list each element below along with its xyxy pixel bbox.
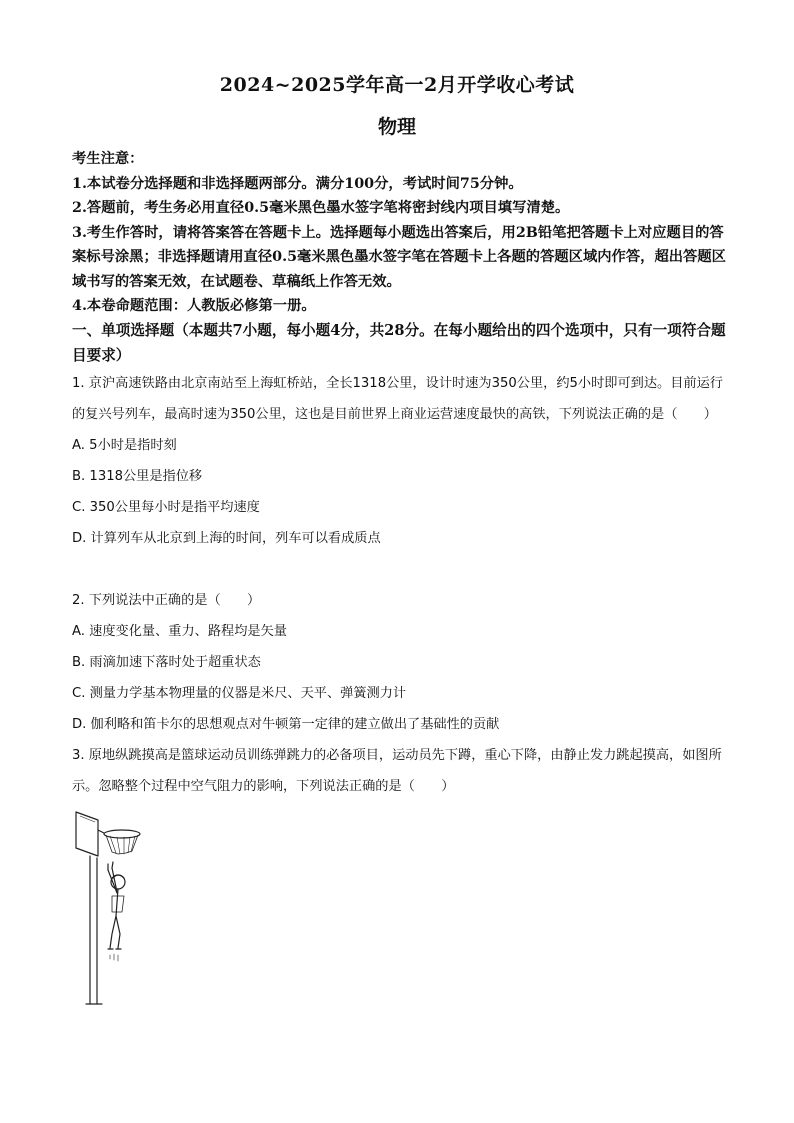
player bbox=[108, 862, 125, 961]
option-c: C. 350公里每小时是指平均速度 bbox=[72, 500, 260, 515]
question-2 bbox=[72, 585, 732, 740]
notice-item-2: 2.答题前，考生务必用直径0.5毫米黑色墨水签字笔将密封线内项目填写清楚。 bbox=[72, 200, 570, 216]
option-a: A. 5小时是指时刻 bbox=[72, 438, 177, 453]
question-stem: 2. 下列说法中正确的是（ ） bbox=[72, 593, 261, 608]
exam-subject: 物理 bbox=[377, 116, 416, 138]
notice-heading: 考生注意： bbox=[72, 151, 144, 167]
notice-item-4: 4.本卷命题范围：人教版必修第一册。 bbox=[72, 298, 316, 314]
option-d: D. 伽利略和笛卡尔的思想观点对牛顿第一定律的建立做出了基础性的贡献 bbox=[72, 717, 500, 732]
exam-title: 2024~2025学年高一2月开学收心考试 bbox=[219, 74, 575, 96]
pole bbox=[90, 856, 97, 1004]
basketball-jump-figure bbox=[72, 808, 152, 1008]
notice-item-3: 3.考生作答时，请将答案答在答题卡上。选择题每小题选出答案后，用2B铅笔把答题卡上对应题目的答案标号涂黑；非选择题请用直径0.5毫米黑色墨水签字笔在答题卡上各题的答题区域内作答，超出答题区域书写的答案无效，在试题卷、草稿纸上作答无效。 bbox=[72, 224, 726, 290]
candidate-notice bbox=[72, 147, 732, 319]
option-c: C. 测量力学基本物理量的仪器是米尺、天平、弹簧测力计 bbox=[72, 686, 407, 701]
question-stem: 3. 原地纵跳摸高是篮球运动员训练弹跳力的必备项目，运动员先下蹲，重心下降，由静止发力跳起摸高，如图所示。忽略整个过程中空气阻力的影响，下列说法正确的是（ ） bbox=[72, 748, 722, 794]
question-1 bbox=[72, 368, 732, 554]
option-a: A. 速度变化量、重力、路程均是矢量 bbox=[72, 624, 287, 639]
section-heading-single-choice: 一、单项选择题（本题共7小题，每小题4分，共28分。在每小题给出的四个选项中，只有一项符合题目要求） bbox=[72, 322, 726, 364]
question-stem: 1. 京沪高速铁路由北京南站至上海虹桥站，全长1318公里，设计时速为350公里，约5小时即可到达。目前运行的复兴号列车，最高时速为350公里，这也是目前世界上商业运营速度最快的高铁，下列说法正确的是（ ） bbox=[72, 376, 723, 422]
question-3 bbox=[72, 740, 732, 802]
notice-item-1: 1.本试卷分选择题和非选择题两部分。满分100分，考试时间75分钟。 bbox=[72, 175, 523, 192]
option-d: D. 计算列车从北京到上海的时间，列车可以看成质点 bbox=[72, 531, 381, 546]
option-b: B. 1318公里是指位移 bbox=[72, 469, 203, 484]
option-b: B. 雨滴加速下落时处于超重状态 bbox=[72, 655, 261, 670]
